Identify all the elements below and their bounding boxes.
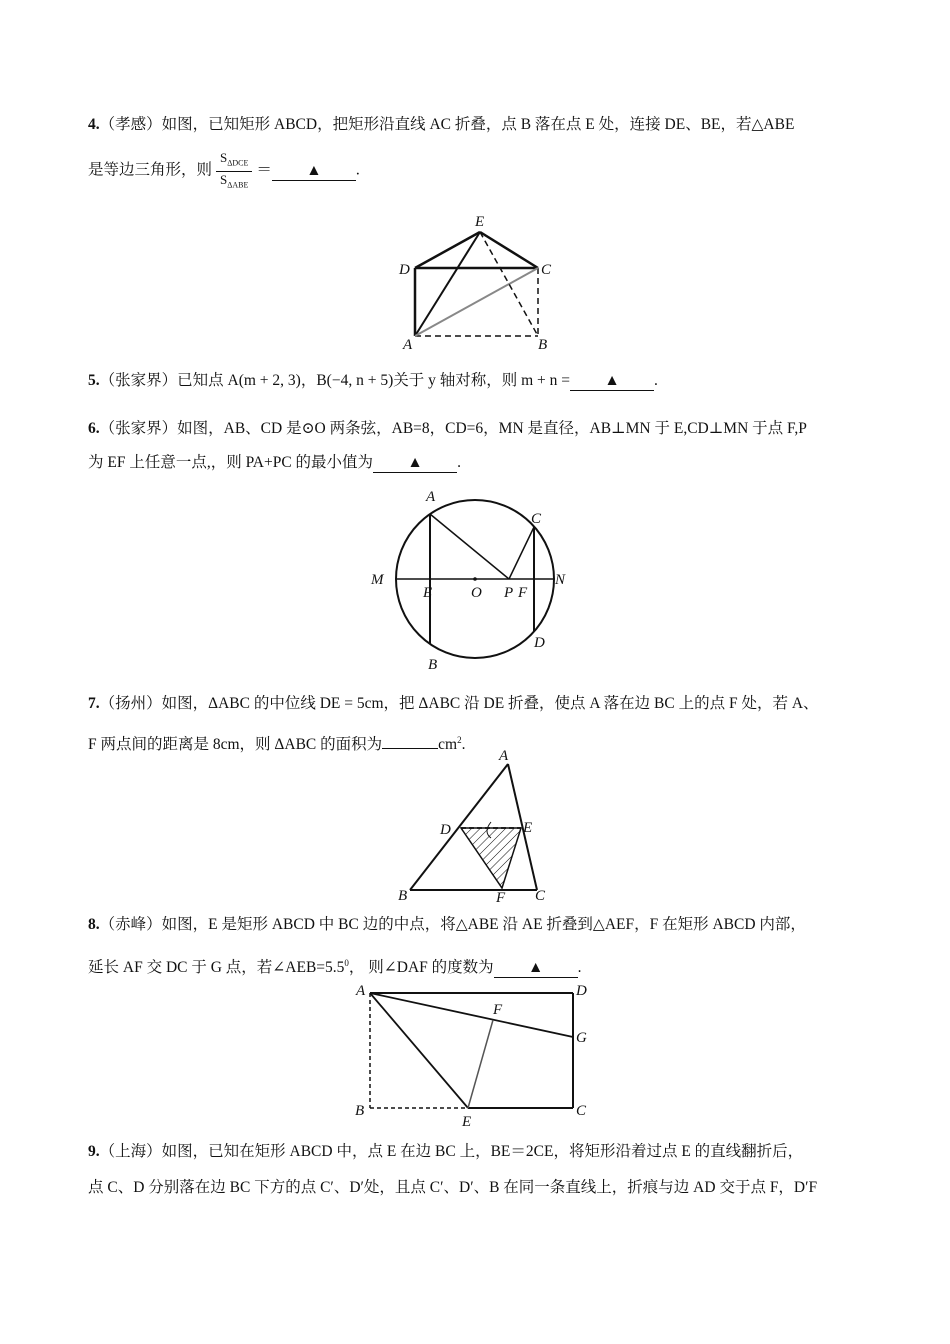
q5-text-a: （张家界）已知点 A xyxy=(99,372,239,389)
q5-line xyxy=(88,370,868,392)
q4-frac-num-sub: ΔDCE xyxy=(227,158,249,168)
q6-text-2: 为 EF 上任意一点,，则 PA+PC 的最小值为 xyxy=(88,454,374,471)
q8-text-2: 延长 AF 交 DC 于 G 点，若∠AEB=5.5 xyxy=(88,959,345,977)
q7-label-B: B xyxy=(398,888,408,904)
q5-end: . xyxy=(654,372,658,389)
q6-label-C: C xyxy=(531,511,542,527)
q8-end: . xyxy=(577,959,582,977)
q7-unit: cm xyxy=(438,736,458,754)
q6-label-A: A xyxy=(426,489,436,505)
q5-number: 5. xyxy=(88,372,100,389)
q7-answer-blank xyxy=(382,748,438,749)
q4-label-D: D xyxy=(399,262,410,278)
q8-label-E: E xyxy=(462,1114,472,1130)
q8-label-A: A xyxy=(356,983,366,999)
q9-text-2: 点 C、D 分别落在边 BC 下方的点 C′、D′处，且点 C′、D′、B 在同一条直线上，折痕与边 AD 交于点 F，D′F xyxy=(88,1179,818,1196)
q8-line2 xyxy=(88,952,868,979)
q5-text-b: ，B xyxy=(300,372,327,389)
q6-label-E: E xyxy=(423,585,433,601)
q6-label-M: M xyxy=(371,572,384,588)
q8-label-F: F xyxy=(493,1002,503,1018)
q4-number: 4. xyxy=(88,116,100,133)
q4-frac-den-sub: ΔABE xyxy=(227,180,249,190)
q8-label-C: C xyxy=(576,1103,587,1119)
q6-label-B: B xyxy=(428,657,438,673)
q4-label-C: C xyxy=(541,262,552,278)
q7-text-2: F 两点间的距离是 8cm，则 ΔABC 的面积为 xyxy=(88,736,383,754)
q6-label-D: D xyxy=(534,635,545,651)
q8-line1 xyxy=(88,914,868,936)
q4-line1 xyxy=(88,114,868,136)
q9-text: （上海）如图，已知在矩形 ABCD 中，点 E 在边 BC 上，BE＝2CE，将矩形沿着过点 E 的直线翻折后， xyxy=(99,1143,804,1160)
q5-text-c: 关于 y 轴对称，则 m + n = xyxy=(393,372,571,389)
q7-label-D: D xyxy=(440,822,451,838)
q7-label-E: E xyxy=(523,820,533,836)
q8-number: 8. xyxy=(88,916,100,933)
q4-label-B: B xyxy=(538,337,548,353)
q9-line1 xyxy=(88,1141,868,1163)
q9-line2 xyxy=(88,1177,868,1199)
q4-fraction xyxy=(216,150,252,192)
q6-figure xyxy=(365,484,585,674)
q7-text: （扬州）如图，ΔABC 的中位线 DE = 5cm，把 ΔABC 沿 DE 折叠，使点 A 落在边 BC 上的点 F 处，若 A、 xyxy=(99,695,819,712)
q6-end: . xyxy=(457,454,461,471)
q7-label-F: F xyxy=(496,890,506,906)
q4-label-E: E xyxy=(475,214,485,230)
q4-frac-num: S xyxy=(220,150,228,165)
q8-text-3: ， 则∠DAF 的度数为 xyxy=(348,959,494,977)
q6-line1 xyxy=(88,418,868,440)
q4-answer-blank: ▲ xyxy=(272,162,356,181)
q4-text: （孝感）如图，已知矩形 ABCD，把矩形沿直线 AC 折叠，点 B 落在点 E 处，连接 DE、BE，若△ABE xyxy=(99,116,795,133)
q6-line2 xyxy=(88,452,868,474)
q7-line1 xyxy=(88,693,868,715)
q6-label-O: O xyxy=(471,585,482,601)
q4-end: . xyxy=(355,161,360,179)
q4-figure xyxy=(395,208,565,353)
q4-frac-den: S xyxy=(220,171,228,187)
q7-figure xyxy=(395,748,565,906)
q5-answer-blank: ▲ xyxy=(570,372,654,391)
q6-label-F: F xyxy=(518,585,528,601)
q7-label-C: C xyxy=(535,888,546,904)
q8-label-G: G xyxy=(576,1030,587,1046)
q7-number: 7. xyxy=(88,695,100,712)
q4-line2 xyxy=(88,150,868,192)
q7-label-A: A xyxy=(499,748,509,764)
q8-sup: 0 xyxy=(344,958,349,968)
q8-label-D: D xyxy=(576,983,587,999)
q6-text: （张家界）如图，AB、CD 是⊙O 两条弦，AB=8，CD=6，MN 是直径，AB⊥MN 于 E,CD⊥MN 于点 F,P xyxy=(99,420,807,437)
q4-label-A: A xyxy=(403,337,413,353)
q8-answer-blank: ▲ xyxy=(494,959,578,978)
q5-coord-b: (−4, n + 5) xyxy=(326,372,394,389)
q7-end: . xyxy=(461,736,466,754)
q6-number: 6. xyxy=(88,420,100,437)
q6-label-N: N xyxy=(555,572,566,588)
q8-figure xyxy=(350,980,600,1130)
q6-answer-blank: ▲ xyxy=(373,454,457,473)
q5-coord-a: (m + 2, 3) xyxy=(238,372,301,389)
q9-number: 9. xyxy=(88,1143,100,1160)
q4-equals: ＝ xyxy=(256,161,272,179)
q8-label-B: B xyxy=(355,1103,365,1119)
q7-unit-sup: 2 xyxy=(457,735,462,745)
q4-text-2: 是等边三角形，则 xyxy=(88,161,213,179)
q6-label-P: P xyxy=(504,585,514,601)
q8-text: （赤峰）如图，E 是矩形 ABCD 中 BC 边的中点，将△ABE 沿 AE 折叠到△AEF，F 在矩形 ABCD 内部， xyxy=(99,916,806,933)
